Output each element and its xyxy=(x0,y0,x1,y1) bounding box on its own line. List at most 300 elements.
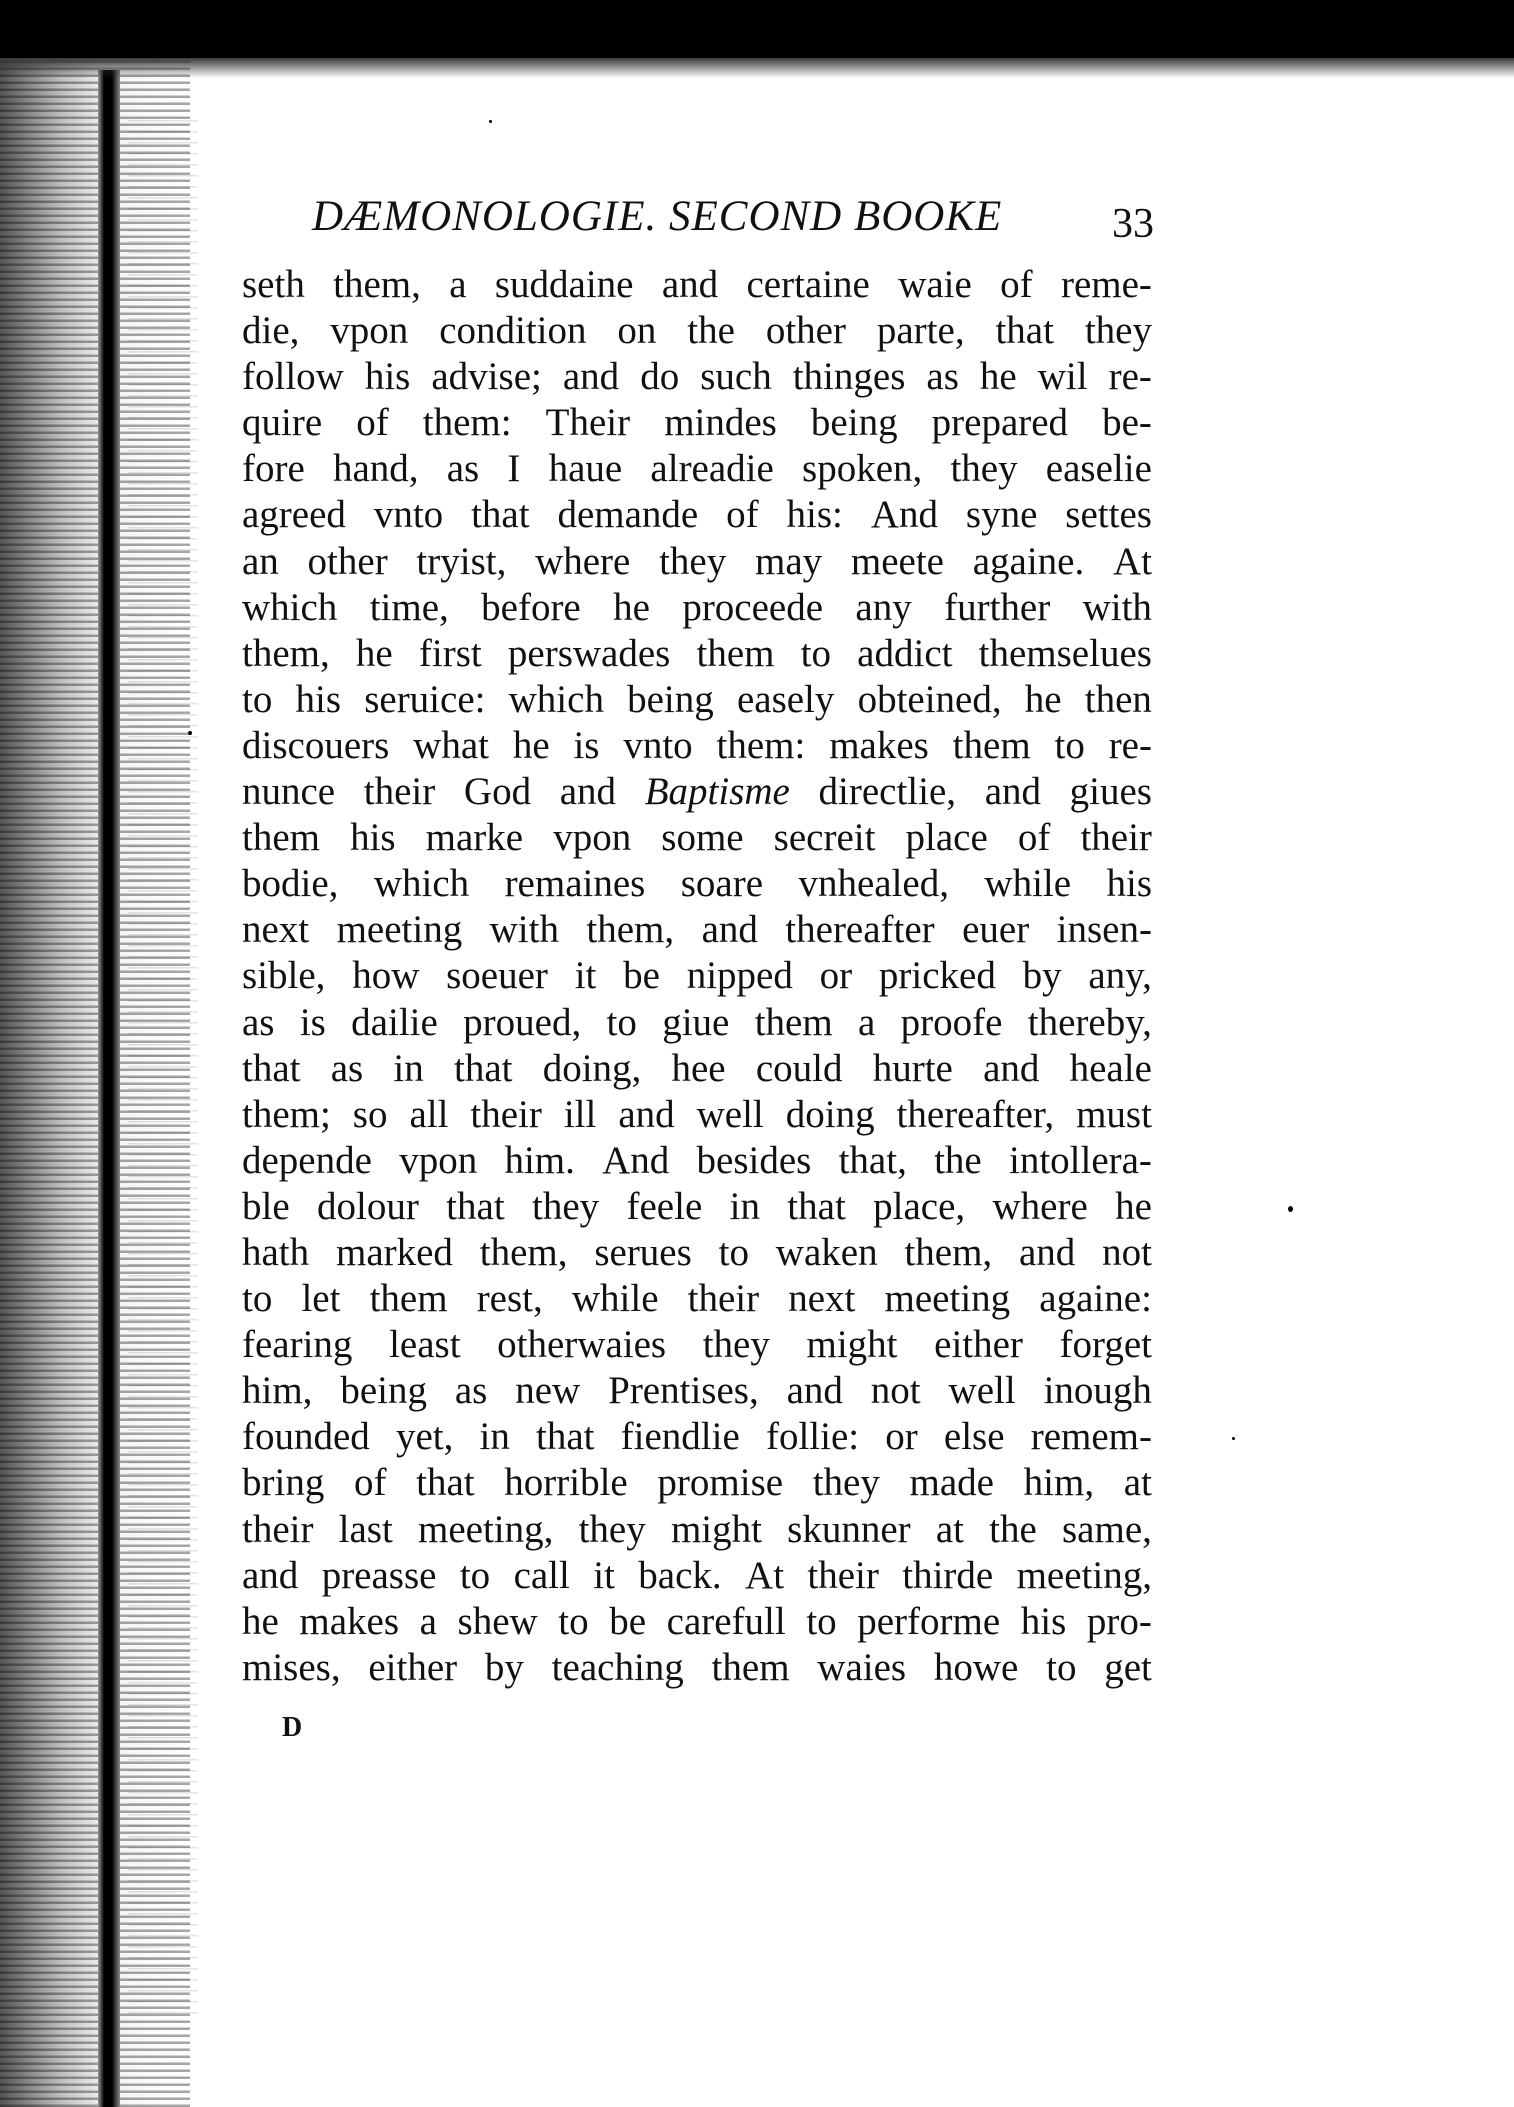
text-line xyxy=(242,354,1152,400)
word: thereby, xyxy=(1027,1000,1152,1044)
word: haue xyxy=(548,447,623,491)
word: the xyxy=(934,1138,982,1182)
word: he xyxy=(512,723,550,767)
word: ill xyxy=(563,1092,597,1136)
word: fiendlie xyxy=(620,1415,740,1459)
word: waies xyxy=(817,1645,907,1689)
word: their xyxy=(242,1507,314,1551)
word: them xyxy=(242,816,320,860)
word: while xyxy=(571,1277,659,1321)
word: get xyxy=(1104,1645,1152,1689)
text-line xyxy=(242,1645,1152,1691)
text-line xyxy=(242,585,1152,631)
word: them xyxy=(952,723,1031,767)
text-line xyxy=(242,861,1152,907)
word: alreadie xyxy=(650,447,774,491)
word: I xyxy=(507,447,521,491)
word: easely xyxy=(736,677,835,721)
text-line xyxy=(242,815,1152,861)
word: At xyxy=(745,1553,785,1597)
word: new xyxy=(515,1369,581,1413)
word: thereafter, xyxy=(896,1092,1055,1136)
text-line xyxy=(242,1230,1152,1276)
word: them, xyxy=(479,1230,568,1274)
text-line xyxy=(242,1092,1152,1138)
word: his xyxy=(295,677,342,721)
word: forget xyxy=(1059,1323,1152,1367)
word: meeting xyxy=(336,908,463,952)
word: marke xyxy=(425,816,524,860)
word: and xyxy=(1018,1230,1076,1274)
word: by xyxy=(1022,954,1062,998)
word: they xyxy=(702,1323,770,1367)
word: them; xyxy=(242,1092,331,1136)
word: waie xyxy=(898,263,972,306)
word: them, xyxy=(904,1230,993,1274)
word: the xyxy=(687,309,735,353)
word: of xyxy=(1017,816,1051,860)
word: they xyxy=(812,1461,880,1505)
word: while xyxy=(984,862,1072,906)
word: on xyxy=(617,309,657,353)
word: any xyxy=(855,585,912,629)
word: meeting, xyxy=(1016,1553,1152,1597)
word: of xyxy=(356,401,389,445)
word: their xyxy=(807,1553,879,1597)
word: some xyxy=(661,816,744,860)
text-line xyxy=(242,1046,1152,1092)
word: God xyxy=(463,770,532,814)
word: re- xyxy=(1108,723,1152,767)
word: discouers xyxy=(242,723,390,767)
text-line xyxy=(242,953,1152,999)
text-line xyxy=(242,769,1152,815)
word: certaine xyxy=(746,263,870,306)
word: least xyxy=(389,1323,461,1367)
word: be- xyxy=(1102,401,1152,445)
word: Prentises, xyxy=(608,1369,759,1413)
word: a xyxy=(419,1599,437,1643)
word: otherwaies xyxy=(497,1323,667,1367)
word: intollera- xyxy=(1008,1138,1152,1182)
word: let xyxy=(301,1277,341,1321)
word: bodie, xyxy=(242,862,339,906)
word: else xyxy=(943,1415,1005,1459)
word: as xyxy=(454,1369,488,1413)
word: vpon xyxy=(553,816,632,860)
word: parte, xyxy=(876,309,965,353)
word: dailie xyxy=(351,1000,438,1044)
word: is xyxy=(573,723,600,767)
word: nunce xyxy=(242,770,336,814)
word: as xyxy=(242,1000,275,1044)
text-line xyxy=(242,907,1152,953)
word: againe. xyxy=(972,539,1085,583)
word: follow xyxy=(242,355,344,399)
word: their xyxy=(1080,816,1152,860)
word: next xyxy=(788,1277,856,1321)
word: seth xyxy=(242,263,305,306)
word: to xyxy=(606,1000,637,1044)
word: it xyxy=(593,1553,615,1597)
word: being xyxy=(810,401,898,445)
word: then xyxy=(1084,677,1152,721)
word: a xyxy=(858,1000,876,1044)
word: in xyxy=(729,1184,760,1228)
word: by xyxy=(484,1645,524,1689)
word: he xyxy=(613,585,650,629)
word: such xyxy=(700,355,772,399)
word: that xyxy=(242,1046,301,1090)
word: performe xyxy=(857,1599,1001,1643)
word: hurte xyxy=(872,1046,953,1090)
word: and xyxy=(618,1092,675,1136)
word: seruice: xyxy=(364,677,486,721)
word: he xyxy=(1115,1184,1152,1228)
word: which xyxy=(508,677,604,721)
word: next xyxy=(242,908,310,952)
word: that xyxy=(995,309,1054,353)
word: at xyxy=(935,1507,964,1551)
word: founded xyxy=(242,1415,370,1459)
word: his xyxy=(1106,862,1152,906)
print-speck xyxy=(188,731,192,735)
signature-mark: D xyxy=(282,1712,304,1743)
print-speck xyxy=(1288,1206,1293,1212)
word: as xyxy=(330,1046,364,1090)
print-speck xyxy=(1232,1437,1235,1440)
word: and xyxy=(786,1369,843,1413)
text-line xyxy=(242,492,1152,538)
text-line xyxy=(242,1368,1152,1414)
word: proued, xyxy=(463,1000,582,1044)
print-speck xyxy=(489,120,492,123)
word: And xyxy=(602,1138,670,1182)
word: remem- xyxy=(1030,1415,1152,1459)
word: preasse xyxy=(321,1553,437,1597)
word: any, xyxy=(1088,954,1152,998)
word: either xyxy=(934,1323,1023,1367)
word: him, xyxy=(242,1369,313,1413)
word: last xyxy=(338,1507,393,1551)
word: they xyxy=(950,447,1018,491)
word: and xyxy=(562,355,620,399)
word: not xyxy=(1102,1230,1152,1274)
word: howe xyxy=(933,1645,1019,1689)
word: to xyxy=(242,1277,273,1321)
word: all xyxy=(409,1092,449,1136)
word: mises, xyxy=(242,1645,341,1689)
word: and xyxy=(661,263,719,306)
word: waken xyxy=(775,1230,878,1274)
word: other xyxy=(307,539,388,583)
word: hee xyxy=(671,1046,726,1090)
word: tryist, xyxy=(416,539,507,583)
word: and xyxy=(984,770,1041,814)
word: do xyxy=(640,355,680,399)
word: first xyxy=(418,631,482,675)
word: them, xyxy=(586,908,675,952)
word: suddaine xyxy=(494,263,634,306)
word: vpon xyxy=(399,1138,478,1182)
word: he xyxy=(979,355,1017,399)
text-line xyxy=(242,539,1152,585)
word: sible, xyxy=(242,954,326,998)
word: obteined, xyxy=(857,677,1002,721)
word: meeting, xyxy=(418,1507,554,1551)
word: giues xyxy=(1069,770,1152,814)
word: of xyxy=(1000,263,1033,306)
word: as xyxy=(926,355,959,399)
word: made xyxy=(909,1461,994,1505)
word: bring xyxy=(242,1461,325,1505)
scan-top-shadow xyxy=(0,58,1514,78)
word: carefull xyxy=(666,1599,786,1643)
word: and xyxy=(559,770,617,814)
word: him, xyxy=(1023,1461,1095,1505)
word: and xyxy=(983,1046,1040,1090)
word: meeting xyxy=(884,1277,1011,1321)
word: them, xyxy=(333,263,421,306)
binding-spine-edge xyxy=(98,70,120,2107)
word: is xyxy=(299,1000,326,1044)
word: to xyxy=(459,1553,491,1597)
word: they xyxy=(578,1507,646,1551)
word: soeuer xyxy=(446,954,548,998)
word: follie: xyxy=(765,1415,860,1459)
word: At xyxy=(1112,539,1152,583)
word: reme- xyxy=(1060,263,1152,306)
word: his xyxy=(350,816,396,860)
word: their xyxy=(687,1277,760,1321)
word: promise xyxy=(657,1461,784,1505)
text-line xyxy=(242,308,1152,354)
text-line xyxy=(242,1138,1152,1184)
word: shew xyxy=(457,1599,538,1643)
word: a xyxy=(449,263,467,306)
word: their xyxy=(470,1092,542,1136)
word: and xyxy=(242,1553,299,1597)
word: before xyxy=(481,585,581,629)
word: to xyxy=(242,677,273,721)
word: them xyxy=(711,1645,790,1689)
word: vpon xyxy=(330,309,409,353)
word: hand, xyxy=(332,447,419,491)
text-line xyxy=(242,677,1152,723)
word: horrible xyxy=(504,1461,628,1505)
word: being xyxy=(340,1369,427,1413)
word: which xyxy=(373,862,470,906)
word: spoken, xyxy=(802,447,923,491)
word: thereafter xyxy=(785,908,935,952)
word: to xyxy=(558,1599,589,1643)
word: well xyxy=(696,1092,764,1136)
page-number: 33 xyxy=(1112,201,1154,247)
word: them, xyxy=(242,631,330,675)
word: in xyxy=(479,1415,510,1459)
word: teaching xyxy=(551,1645,684,1689)
text-line xyxy=(242,1460,1152,1506)
word: secreit xyxy=(773,816,876,860)
word: them xyxy=(369,1277,448,1321)
text-line xyxy=(242,1276,1152,1322)
word: agreed xyxy=(242,493,346,537)
body-text xyxy=(242,262,1152,1691)
word: them xyxy=(754,1000,833,1044)
word: depende xyxy=(242,1138,372,1182)
word: it xyxy=(574,954,597,998)
text-line xyxy=(242,1507,1152,1553)
word: meete xyxy=(850,539,944,583)
word: settes xyxy=(1065,493,1152,537)
word: quire xyxy=(242,401,323,445)
word: be xyxy=(623,954,660,998)
word: that xyxy=(453,1046,513,1090)
word: with xyxy=(1082,585,1152,629)
word: proceede xyxy=(682,585,824,629)
word: of xyxy=(726,493,759,537)
word: nipped xyxy=(686,954,793,998)
word: mindes xyxy=(664,401,777,445)
word: heale xyxy=(1069,1046,1152,1090)
word: vnhealed, xyxy=(798,862,949,906)
word: either xyxy=(368,1645,458,1689)
word: their xyxy=(363,770,436,814)
word: doing xyxy=(785,1092,875,1136)
word: condition xyxy=(439,309,587,353)
word: vnto xyxy=(623,723,693,767)
word: that xyxy=(446,1184,505,1228)
word: them: xyxy=(716,723,806,767)
word: an xyxy=(242,539,279,583)
word: or xyxy=(885,1415,918,1459)
word: to xyxy=(800,631,831,675)
word: to xyxy=(1054,723,1085,767)
word: his xyxy=(364,355,411,399)
word: againe: xyxy=(1039,1277,1152,1321)
word: the xyxy=(989,1507,1037,1551)
word: proofe xyxy=(900,1000,1003,1044)
word: he xyxy=(242,1599,279,1643)
word: he xyxy=(355,631,393,675)
word: vnto xyxy=(373,493,444,537)
word: to xyxy=(718,1230,749,1274)
word: at xyxy=(1123,1461,1152,1505)
word: advise; xyxy=(431,355,542,399)
word: back. xyxy=(638,1553,722,1597)
word: be xyxy=(609,1599,647,1643)
word: euer xyxy=(962,908,1030,952)
word: time, xyxy=(369,585,449,629)
running-head-title: DÆMONOLOGIE. SECOND BOOKE xyxy=(312,193,1003,240)
text-line xyxy=(242,1553,1152,1599)
word: they xyxy=(1084,309,1152,353)
word: that xyxy=(787,1184,846,1228)
word: place, xyxy=(873,1184,966,1228)
word: that xyxy=(416,1461,475,1505)
gutter-speckle xyxy=(128,120,198,2020)
word: themselues xyxy=(978,631,1152,675)
text-line xyxy=(242,1599,1152,1645)
word: giue xyxy=(662,1000,730,1044)
word: insen- xyxy=(1056,908,1152,952)
word: other xyxy=(765,309,846,353)
word: they xyxy=(532,1184,600,1228)
word: where xyxy=(992,1184,1088,1228)
word: could xyxy=(755,1046,843,1090)
text-line xyxy=(242,262,1152,308)
word: how xyxy=(352,954,420,998)
word: to xyxy=(1046,1645,1077,1689)
word: place xyxy=(905,816,988,860)
word: feele xyxy=(626,1184,703,1228)
word: prepared xyxy=(931,401,1069,445)
word: same, xyxy=(1062,1507,1152,1551)
word: Baptisme xyxy=(644,770,790,814)
word: marked xyxy=(335,1230,453,1274)
word: in xyxy=(393,1046,424,1090)
word: as xyxy=(446,447,480,491)
word: re- xyxy=(1108,355,1152,399)
word: not xyxy=(870,1369,921,1413)
word: soare xyxy=(680,862,764,906)
word: them xyxy=(696,631,775,675)
word: what xyxy=(413,723,489,767)
word: to xyxy=(806,1599,837,1643)
word: ble xyxy=(242,1184,290,1228)
word: that xyxy=(471,493,530,537)
word: And xyxy=(870,493,938,537)
word: being xyxy=(627,677,714,721)
text-line xyxy=(242,1184,1152,1230)
word: his: xyxy=(786,493,843,537)
word: demande xyxy=(557,493,699,537)
word: that, xyxy=(838,1138,907,1182)
word: directlie, xyxy=(818,770,957,814)
word: easelie xyxy=(1045,447,1152,491)
word: which xyxy=(242,585,338,629)
text-line xyxy=(242,1000,1152,1046)
word: addict xyxy=(857,631,953,675)
text-line xyxy=(242,631,1152,677)
word: might xyxy=(670,1507,762,1551)
running-head xyxy=(312,192,1154,254)
word: rest, xyxy=(476,1277,543,1321)
word: may xyxy=(754,539,823,583)
word: of xyxy=(353,1461,387,1505)
word: besides xyxy=(696,1138,812,1182)
word: remaines xyxy=(504,862,646,906)
word: that xyxy=(536,1415,595,1459)
word: call xyxy=(513,1553,570,1597)
word: or xyxy=(819,954,853,998)
word: skunner xyxy=(787,1507,911,1551)
word: makes xyxy=(829,723,929,767)
word: makes xyxy=(299,1599,400,1643)
word: hath xyxy=(242,1230,310,1274)
word: syne xyxy=(965,493,1038,537)
word: thirde xyxy=(902,1553,994,1597)
word: yet, xyxy=(395,1415,454,1459)
scan-top-border xyxy=(0,0,1514,58)
word: wil xyxy=(1037,355,1088,399)
word: and xyxy=(701,908,758,952)
word: pricked xyxy=(878,954,996,998)
word: with xyxy=(489,908,559,952)
word: might xyxy=(806,1323,898,1367)
word: must xyxy=(1076,1092,1152,1136)
word: die, xyxy=(242,309,300,353)
